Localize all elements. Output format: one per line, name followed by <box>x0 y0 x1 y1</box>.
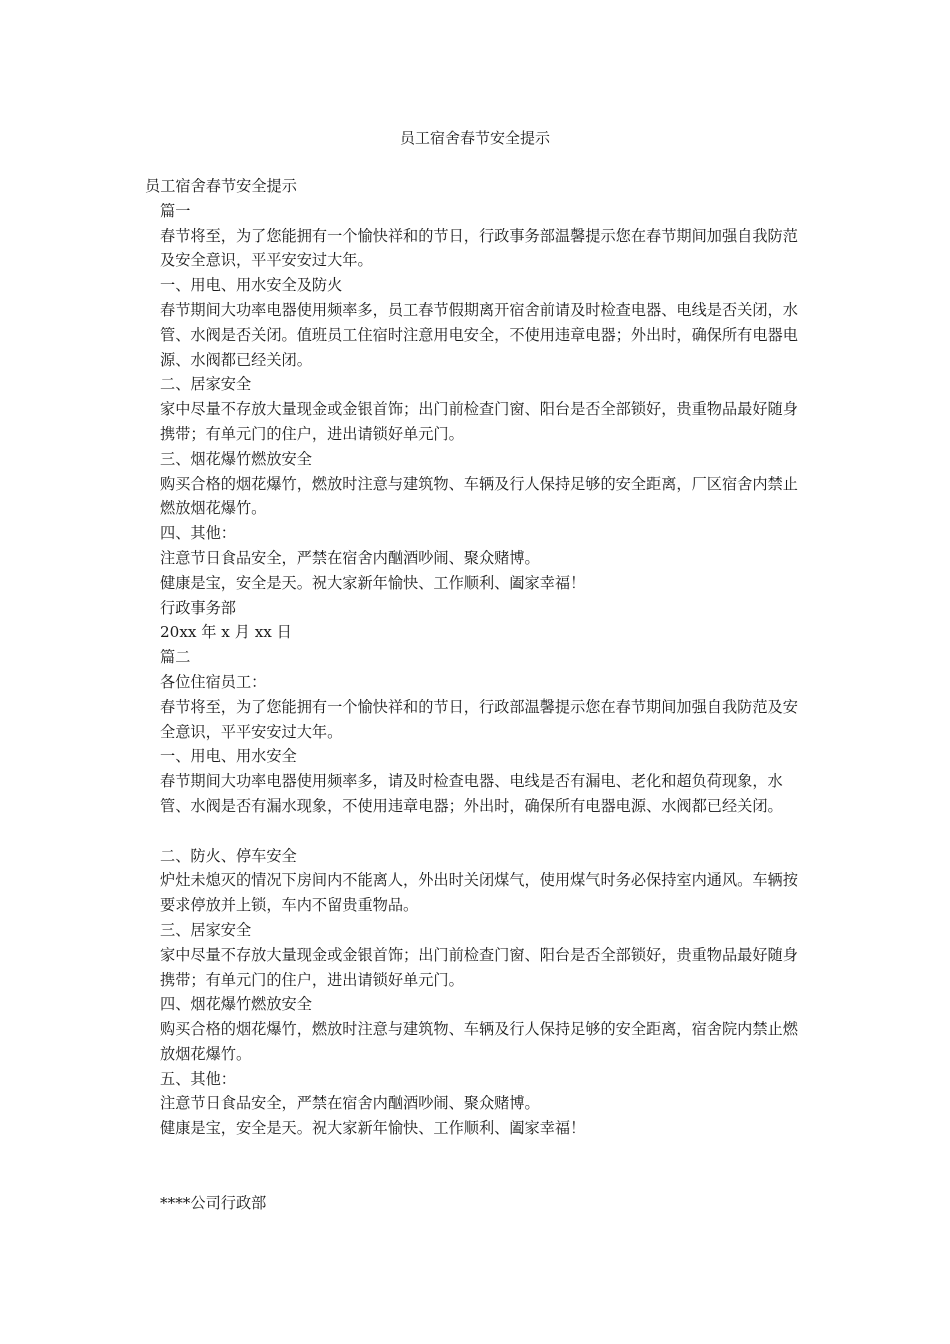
document-body <box>145 174 810 1215</box>
paragraph: 注意节日食品安全，严禁在宿舍内酗酒吵闹、聚众赌博。 <box>160 548 540 567</box>
signature-date: 20xx 年 x 月 xx 日 <box>160 623 292 642</box>
blank-line <box>145 819 810 844</box>
paragraph: 家中尽量不存放大量现金或金银首饰；出门前检查门窗、阳台是否全部锁好，贵重物品最好随身携带；有单元门的住户，进出请锁好单元门。 <box>160 945 798 989</box>
paragraph: 春节期间大功率电器使用频率多，员工春节假期离开宿舍前请及时检查电器、电线是否关闭，水管、水阀是否关闭。值班员工住宿时注意用电安全，不使用违章电器；外出时，确保所有电器电源、水阀都已经关闭。 <box>160 300 798 369</box>
section-heading: 四、烟花爆竹燃放安全 <box>160 995 312 1014</box>
paragraph: 家中尽量不存放大量现金或金银首饰；出门前检查门窗、阳台是否全部锁好，贵重物品最好随身携带；有单元门的住户，进出请锁好单元门。 <box>160 400 798 443</box>
part-two-label: 篇二 <box>160 648 191 667</box>
paragraph: 春节将至，为了您能拥有一个愉快祥和的节日，行政部温馨提示您在春节期间加强自我防范及安全意识，平平安安过大年。 <box>160 697 798 741</box>
section-heading: 四、其他： <box>160 524 236 543</box>
blank-space <box>145 1141 810 1191</box>
signature-department: 行政事务部 <box>160 598 236 617</box>
section-heading: 二、防火、停车安全 <box>160 846 297 865</box>
paragraph: 购买合格的烟花爆竹，燃放时注意与建筑物、车辆及行人保持足够的安全距离，厂区宿舍内禁止燃放烟花爆竹。 <box>160 474 798 518</box>
paragraph: 健康是宝，安全是天。祝大家新年愉快、工作顺利、阖家幸福！ <box>160 1119 586 1138</box>
paragraph: 春节将至，为了您能拥有一个愉快祥和的节日，行政事务部温馨提示您在春节期间加强自我防范及安全意识，平平安安过大年。 <box>160 226 798 270</box>
paragraph: 健康是宝，安全是天。祝大家新年愉快、工作顺利、阖家幸福！ <box>160 573 586 592</box>
section-heading: 三、烟花爆竹燃放安全 <box>160 449 312 468</box>
section-heading: 一、用电、用水安全及防火 <box>160 276 343 295</box>
section-heading: 三、居家安全 <box>160 920 252 939</box>
document-title: 员工宿舍春节安全提示 <box>399 129 550 147</box>
part-one-label: 篇一 <box>160 201 191 220</box>
section-heading: 五、其他： <box>160 1069 236 1088</box>
salutation: 各位住宿员工： <box>160 672 267 691</box>
section-heading: 一、用电、用水安全 <box>160 747 297 766</box>
paragraph: 购买合格的烟花爆竹，燃放时注意与建筑物、车辆及行人保持足够的安全距离，宿舍院内禁止燃放烟花爆竹。 <box>160 1020 798 1063</box>
paragraph: 炉灶未熄灭的情况下房间内不能离人，外出时关闭煤气，使用煤气时务必保持室内通风。车辆按要求停放并上锁，车内不留贵重物品。 <box>160 871 798 915</box>
signature-company: ****公司行政部 <box>160 1193 267 1212</box>
paragraph: 春节期间大功率电器使用频率多，请及时检查电器、电线是否有漏电、老化和超负荷现象，水管、水阀是否有漏水现象，不使用违章电器；外出时，确保所有电器电源、水阀都已经关闭。 <box>160 772 783 815</box>
paragraph: 注意节日食品安全，严禁在宿舍内酗酒吵闹、聚众赌博。 <box>160 1094 540 1113</box>
body-heading: 员工宿舍春节安全提示 <box>145 177 297 195</box>
section-heading: 二、居家安全 <box>160 375 252 394</box>
